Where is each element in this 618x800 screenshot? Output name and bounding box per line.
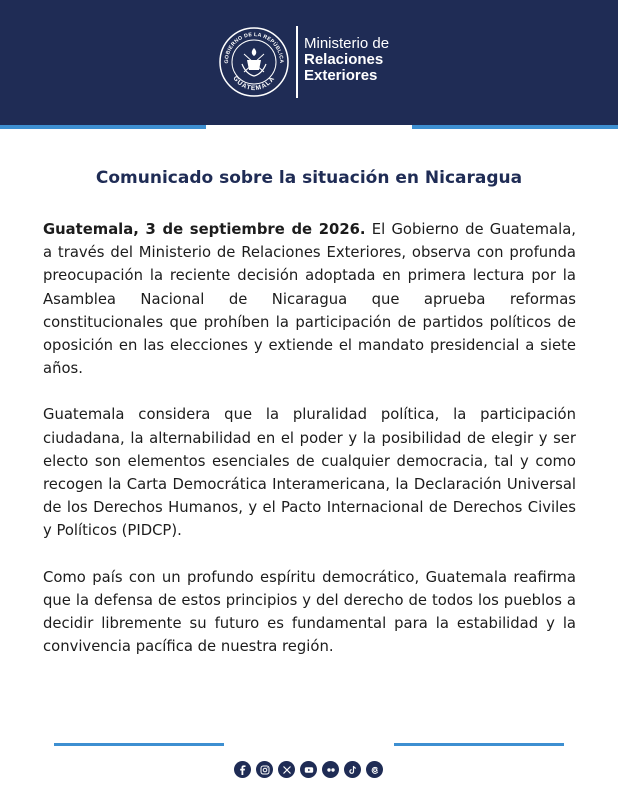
header-accent-bar-left (0, 125, 206, 129)
paragraph-2: Guatemala considera que la pluralidad política, la participación ciudadana, la alternabilidad en el poder y la posibilidad de elegir y ser electo son elementos esenciales de cualquier democracia, tal y como recogen la Carta Democrática Interamericana, la Declaración Universal de los Derechos Humanos, y el Pacto Internacional de Derechos Civiles y Políticos (PIDCP). (43, 406, 576, 540)
ministry-line-3: Exteriores (304, 67, 378, 84)
header-accent-bar-right (412, 125, 618, 129)
footer-accent-bar-right (394, 743, 564, 746)
svg-text:GUATEMALA: GUATEMALA (231, 75, 277, 93)
ministry-name (304, 36, 389, 84)
ministry-line-1: Ministerio de (304, 35, 390, 52)
x-icon[interactable] (278, 761, 295, 778)
paragraph-3: Como país con un profundo espíritu democrático, Guatemala reafirma que la defensa de estos principios y del derecho de todos los pueblos a decidir libremente su futuro es fundamental para la estabilidad y la convivencia pacífica de nuestra región. (43, 568, 576, 656)
instagram-icon[interactable] (256, 761, 273, 778)
guatemala-seal-icon (218, 26, 290, 98)
paragraph-1-lead: Guatemala, 3 de septiembre de 2026. (43, 221, 366, 238)
youtube-icon[interactable] (300, 761, 317, 778)
paragraph-1-body: El Gobierno de Guatemala, a través del Ministerio de Relaciones Exteriores, observa con profunda preocupación la reciente decisión adoptada en primera lectura por la Asamblea Nacional de Nicaragua que aprueba reformas constitucionales que prohíben la participación de partidos políticos de oposición en las elecciones y extiende el mandato presidencial a siete años. (43, 221, 576, 378)
svg-text:GOBIERNO DE LA REPÚBLICA: GOBIERNO DE LA REPÚBLICA (223, 31, 285, 64)
ministry-line-2: Relaciones (304, 51, 384, 68)
header-divider (296, 26, 298, 98)
footer-accent-bar-left (54, 743, 224, 746)
threads-icon[interactable] (366, 761, 383, 778)
paragraph-1 (43, 218, 576, 380)
flickr-icon[interactable] (322, 761, 339, 778)
facebook-icon[interactable] (234, 761, 251, 778)
document-title: Comunicado sobre la situación en Nicaragua (95, 168, 523, 188)
tiktok-icon[interactable] (344, 761, 361, 778)
social-icons (234, 761, 383, 779)
document-body (43, 218, 576, 681)
header-banner (0, 0, 618, 125)
